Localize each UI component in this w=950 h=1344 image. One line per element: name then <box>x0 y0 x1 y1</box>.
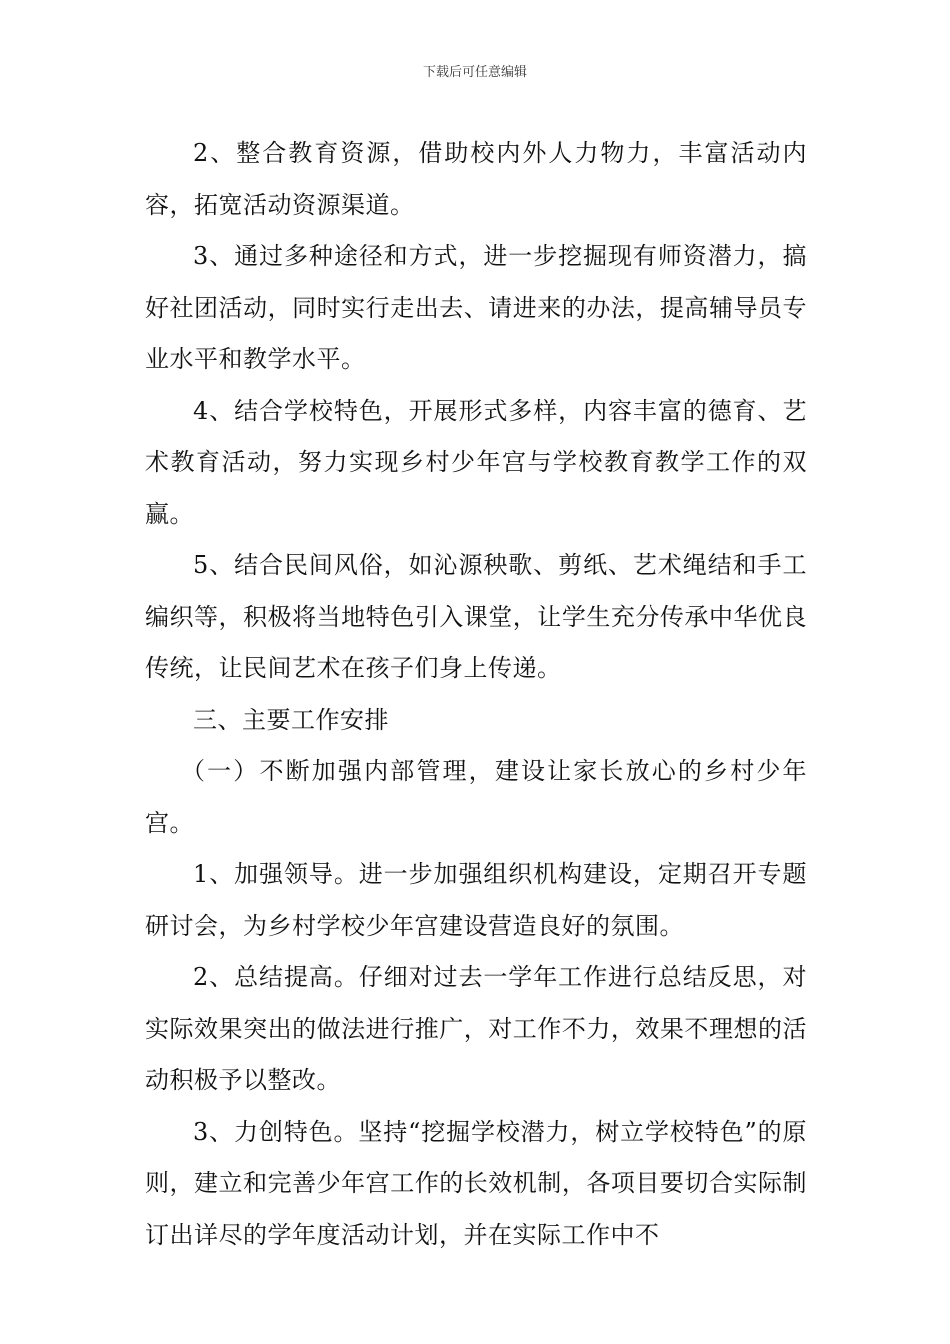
paragraph: 2、总结提高。仔细对过去一学年工作进行总结反思，对实际效果突出的做法进行推广，对工作不力，效果不理想的活动积极予以整改。 <box>145 963 807 1094</box>
section-heading: 三、主要工作安排 <box>193 705 389 734</box>
paragraph: 4、结合学校特色，开展形式多样，内容丰富的德育、艺术教育活动，努力实现乡村少年宫与学校教育教学工作的双赢。 <box>145 396 807 528</box>
paragraph: 3、通过多种途径和方式，进一步挖掘现有师资潜力，搞好社团活动，同时实行走出去、请进来的办法，提高辅导员专业水平和教学水平。 <box>145 242 807 373</box>
page-header-note: 下载后可任意编辑 <box>422 65 527 80</box>
paragraph: 5、结合民间风俗，如沁源秧歌、剪纸、艺术绳结和手工编织等，积极将当地特色引入课堂，让学生充分传承中华优良传统，让民间艺术在孩子们身上传递。 <box>145 551 807 682</box>
paragraph: 1、加强领导。进一步加强组织机构建设，定期召开专题研讨会，为乡村学校少年宫建设营造良好的氛围。 <box>145 860 807 940</box>
paragraph: 3、力创特色。坚持“挖掘学校潜力，树立学校特色”的原则，建立和完善少年宫工作的长效机制，各项目要切合实际制订出详尽的学年度活动计划，并在实际工作中不 <box>145 1117 807 1249</box>
subsection-heading: （一）不断加强内部管理，建设让家长放心的乡村少年宫。 <box>145 757 807 837</box>
document-body <box>145 128 807 1261</box>
paragraph: 2、整合教育资源，借助校内外人力物力，丰富活动内容，拓宽活动资源渠道。 <box>145 139 807 219</box>
